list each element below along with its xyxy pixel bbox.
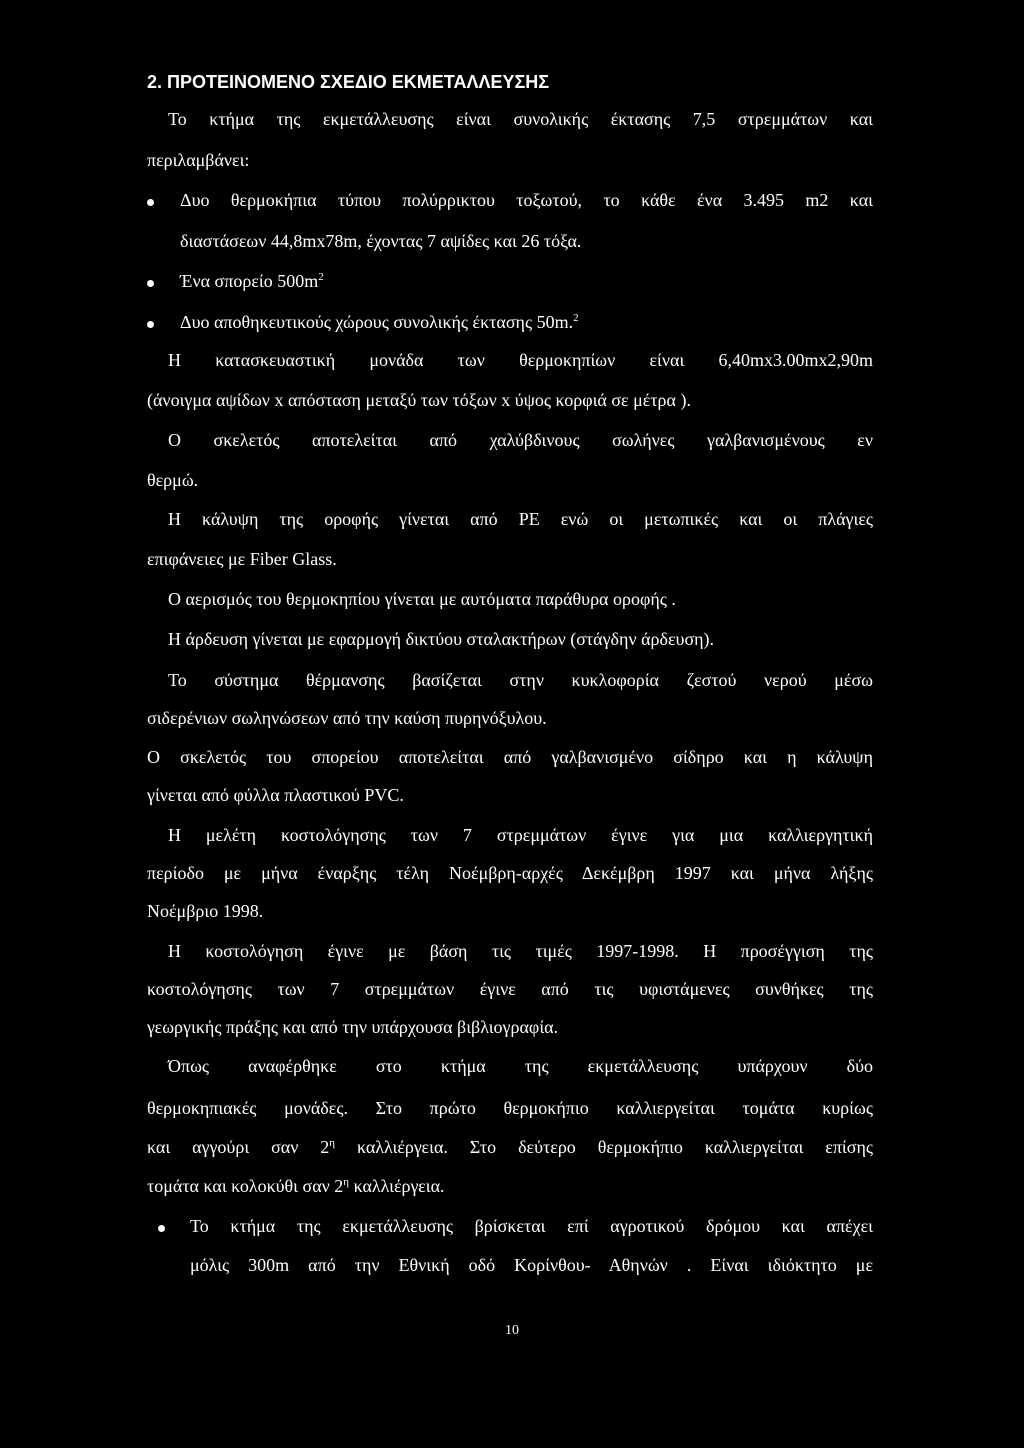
para-2-line-2: (άνοιγμα αψίδων x απόσταση μεταξύ των τόξων x ύψος κορφιά σε μέτρα ). <box>147 390 691 410</box>
para-7-line-2: σιδερένιων σωληνώσεων από την καύση πυρηνόξυλου. <box>147 708 547 728</box>
bullet-1-line-1: Δυο θερμοκήπια τύπου πολύρρικτου τοξωτού, το κάθε ένα 3.495 m2 και <box>180 190 873 210</box>
para-10-line-2: κοστολόγησης των 7 στρεμμάτων έγινε από τις υφιστάμενες συνθήκες της <box>147 979 873 999</box>
para-9-line-2: περίοδο με μήνα έναρξης τέλη Νοέμβρη-αρχές Δεκέμβρη 1997 και μήνα λήξης <box>147 863 873 883</box>
para-8-line-2: γίνεται από φύλλα πλαστικού PVC. <box>147 785 404 805</box>
bullet-icon <box>147 199 154 206</box>
para-1-line-1: Το κτήμα της εκμετάλλευσης είναι συνολικής έκτασης 7,5 στρεμμάτων και <box>168 109 873 129</box>
bullet-1-line-2: διαστάσεων 44,8mx78m, έχοντας 7 αψίδες και 26 τόξα. <box>180 231 582 251</box>
para-3-line-2: θερμώ. <box>147 470 199 490</box>
bullet-4-line-2: μόλις 300m από την Εθνική οδό Κορίνθου- Αθηνών . Είναι ιδιόκτητο με <box>190 1255 873 1275</box>
para-5: Ο αερισμός του θερμοκηπίου γίνεται με αυτόματα παράθυρα οροφής . <box>168 589 676 609</box>
section-title: 2. ΠΡΟΤΕΙΝΟΜΕΝΟ ΣΧΕΔΙΟ ΕΚΜΕΤΑΛΛΕΥΣΗΣ <box>147 72 550 92</box>
para-1-line-2: περιλαμβάνει: <box>147 150 250 170</box>
para-4-line-1: Η κάλυψη της οροφής γίνεται από PE ενώ οι μετωπικές και οι πλάγιες <box>168 509 873 529</box>
para-7-line-1: Το σύστημα θέρμανσης βασίζεται στην κυκλοφορία ζεστού νερού μέσω <box>168 670 873 690</box>
para-3-line-1: Ο σκελετός αποτελείται από χαλύβδινους σωλήνες γαλβανισμένους εν <box>168 430 873 450</box>
bullet-2: Ένα σπορείο $500m^2$ <box>180 271 324 291</box>
bullet-3: Δυο αποθηκευτικούς χώρους συνολικής έκτασης 50m.$^2$ <box>180 312 579 332</box>
bullet-4-line-1: Το κτήμα της εκμετάλλευσης βρίσκεται επί αγροτικού δρόμου και απέχει <box>190 1216 873 1236</box>
page-number: 10 <box>505 1323 519 1338</box>
para-11-line-1: Όπως αναφέρθηκε στο κτήμα της εκμετάλλευσης υπάρχουν δύο <box>168 1056 873 1076</box>
para-10-line-1: Η κοστολόγηση έγινε με βάση τις τιμές 1997-1998. Η προσέγγιση της <box>168 941 873 961</box>
para-11-line-2: θερμοκηπιακές μονάδες. Στο πρώτο θερμοκήπιο καλλιεργείται τομάτα κυρίως <box>147 1098 873 1118</box>
bullet-icon <box>147 321 154 328</box>
para-8-line-1: Ο σκελετός του σπορείου αποτελείται από γαλβανισμένο σίδηρο και η κάλυψη <box>147 747 873 767</box>
para-11-line-4: τομάτα και κολοκύθι σαν $2^\eta$ καλλιέργεια. <box>147 1176 445 1196</box>
bullet-icon <box>158 1225 165 1232</box>
para-6: Η άρδευση γίνεται με εφαρμογή δικτύου σταλακτήρων (στάγδην άρδευση). <box>168 629 715 649</box>
para-9-line-1: Η μελέτη κοστολόγησης των 7 στρεμμάτων έγινε για μια καλλιεργητική <box>168 825 873 845</box>
bullet-icon <box>147 280 154 287</box>
para-2-line-1: Η κατασκευαστική μονάδα των θερμοκηπίων είναι 6,40mx3.00mx2,90m <box>168 350 873 370</box>
para-10-line-3: γεωργικής πράξης και από την υπάρχουσα βιβλιογραφία. <box>147 1017 559 1037</box>
para-9-line-3: Νοέμβριο 1998. <box>147 901 264 921</box>
para-11-line-3: και αγγούρι σαν $2^\eta$ καλλιέργεια. Στο δεύτερο θερμοκήπιο καλλιεργείται επίσης <box>147 1137 873 1157</box>
para-4-line-2: επιφάνειες με Fiber Glass. <box>147 549 337 569</box>
